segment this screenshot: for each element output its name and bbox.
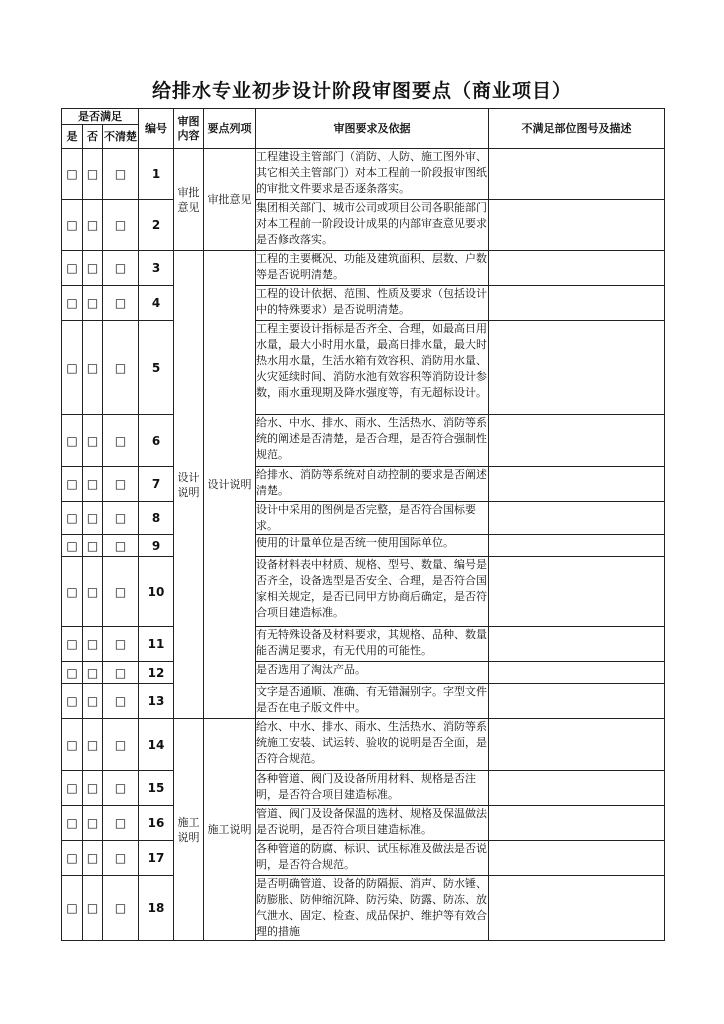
nonconform-cell[interactable] [489, 557, 665, 627]
checkbox-unclear[interactable]: □ [103, 841, 139, 876]
checkbox-no[interactable]: □ [83, 149, 103, 200]
requirement-text: 是否明确管道、设备的防隔振、消声、防水锤、防膨胀、防伸缩沉降、防污染、防露、防冻、放气泄水、固定、检查、成品保护、维护等有效合理的措施 [256, 876, 489, 941]
nonconform-cell[interactable] [489, 684, 665, 719]
checkbox-yes[interactable]: □ [62, 876, 83, 941]
table-row [62, 286, 665, 321]
nonconform-cell[interactable] [489, 149, 665, 200]
checkbox-no[interactable]: □ [83, 502, 103, 535]
row-number: 13 [139, 684, 174, 719]
requirement-text: 设备材料表中材质、规格、型号、数量、编号是否齐全，设备选型是否安全、合理，是否符合国家相关规定，是否已同甲方协商后确定，是否符合项目建造标准。 [256, 557, 489, 627]
table-row [62, 627, 665, 662]
requirement-text: 是否选用了淘汰产品。 [256, 662, 489, 684]
review-content-label: 施工说明 [177, 815, 200, 844]
review-content-cell [174, 719, 204, 941]
nonconform-cell[interactable] [489, 627, 665, 662]
requirement-text: 文字是否通顺、准确、有无错漏别字。字型文件是否在电子版文件中。 [256, 684, 489, 719]
checkbox-yes[interactable]: □ [62, 684, 83, 719]
nonconform-cell[interactable] [489, 286, 665, 321]
review-content-cell [174, 251, 204, 719]
checkbox-no[interactable]: □ [83, 535, 103, 557]
row-number: 16 [139, 806, 174, 841]
requirement-text: 给水、中水、排水、雨水、生活热水、消防等系统的阐述是否清楚，是否合理，是否符合强制性规范。 [256, 415, 489, 467]
checkbox-yes[interactable]: □ [62, 467, 83, 502]
nonconform-cell[interactable] [489, 876, 665, 941]
checkbox-unclear[interactable]: □ [103, 415, 139, 467]
row-number: 12 [139, 662, 174, 684]
table-row [62, 771, 665, 806]
row-number: 17 [139, 841, 174, 876]
checkbox-unclear[interactable]: □ [103, 557, 139, 627]
checkbox-unclear[interactable]: □ [103, 719, 139, 771]
checkbox-yes[interactable]: □ [62, 251, 83, 286]
nonconform-cell[interactable] [489, 321, 665, 415]
row-number: 3 [139, 251, 174, 286]
row-number: 4 [139, 286, 174, 321]
requirement-text: 使用的计量单位是否统一使用国际单位。 [256, 535, 489, 557]
requirement-text: 给排水、消防等系统对自动控制的要求是否阐述清楚。 [256, 467, 489, 502]
checkbox-no[interactable]: □ [83, 841, 103, 876]
point-item-label: 设计说明 [207, 478, 252, 491]
nonconform-cell[interactable] [489, 662, 665, 684]
checkbox-yes[interactable]: □ [62, 200, 83, 251]
checkbox-yes[interactable]: □ [62, 535, 83, 557]
table-row [62, 806, 665, 841]
table-row [62, 200, 665, 251]
review-content-label: 审批意见 [177, 185, 200, 214]
requirement-text: 集团相关部门、城市公司或项目公司各职能部门对本工程前一阶段设计成果的内部审查意见要求是否修改落实。 [256, 200, 489, 251]
checkbox-no[interactable]: □ [83, 467, 103, 502]
header-yes: 是 [62, 125, 83, 149]
nonconform-cell[interactable] [489, 806, 665, 841]
checkbox-no[interactable]: □ [83, 719, 103, 771]
row-number: 7 [139, 467, 174, 502]
row-number: 8 [139, 502, 174, 535]
review-table [61, 108, 665, 941]
table-row [62, 251, 665, 286]
row-number: 10 [139, 557, 174, 627]
checkbox-unclear[interactable]: □ [103, 627, 139, 662]
checkbox-unclear[interactable]: □ [103, 684, 139, 719]
checkbox-yes[interactable]: □ [62, 149, 83, 200]
row-number: 18 [139, 876, 174, 941]
checkbox-yes[interactable]: □ [62, 502, 83, 535]
header-no: 否 [83, 125, 103, 149]
header-unclear: 不清楚 [103, 125, 139, 149]
requirement-text: 各种管道的防腐、标识、试压标准及做法是否说明，是否符合规范。 [256, 841, 489, 876]
checkbox-yes[interactable]: □ [62, 806, 83, 841]
checkbox-unclear[interactable]: □ [103, 286, 139, 321]
row-number: 6 [139, 415, 174, 467]
table-row [62, 415, 665, 467]
row-number: 5 [139, 321, 174, 415]
nonconform-cell[interactable] [489, 200, 665, 251]
checkbox-unclear[interactable]: □ [103, 771, 139, 806]
point-item-cell [204, 251, 256, 719]
requirement-text: 各种管道、阀门及设备所用材料、规格是否注明，是否符合项目建造标准。 [256, 771, 489, 806]
requirement-text: 工程主要设计指标是否齐全、合理，如最高日用水量，最大小时用水量，最高日排水量，最大时热水用水量，生活水箱有效容积、消防用水量、火灾延续时间、消防水池有效容积等消防设计参数，雨水重现期及降水强度等，有无超标设计。 [256, 321, 489, 415]
checkbox-yes[interactable]: □ [62, 719, 83, 771]
checkbox-no[interactable]: □ [83, 321, 103, 415]
checkbox-yes[interactable]: □ [62, 415, 83, 467]
checkbox-yes[interactable]: □ [62, 771, 83, 806]
requirement-text: 有无特殊设备及材料要求，其规格、品种、数量能否满足要求，有无代用的可能性。 [256, 627, 489, 662]
review-content-cell [174, 149, 204, 251]
checkbox-no[interactable]: □ [83, 662, 103, 684]
header-number: 编号 [139, 109, 174, 149]
header-requirement: 审图要求及依据 [256, 109, 489, 149]
checkbox-unclear[interactable]: □ [103, 502, 139, 535]
table-row [62, 502, 665, 535]
checkbox-no[interactable]: □ [83, 627, 103, 662]
checkbox-unclear[interactable]: □ [103, 200, 139, 251]
requirement-text: 设计中采用的图例是否完整，是否符合国标要求。 [256, 502, 489, 535]
nonconform-cell[interactable] [489, 502, 665, 535]
requirement-text: 工程的设计依据、范围、性质及要求（包括设计中的特殊要求）是否说明清楚。 [256, 286, 489, 321]
checkbox-no[interactable]: □ [83, 684, 103, 719]
point-item-cell [204, 149, 256, 251]
page-title: 给排水专业初步设计阶段审图要点（商业项目） [151, 80, 572, 102]
checkbox-unclear[interactable]: □ [103, 149, 139, 200]
point-item-cell [204, 719, 256, 941]
checkbox-no[interactable]: □ [83, 286, 103, 321]
point-item-label: 施工说明 [207, 823, 252, 836]
table-row [62, 321, 665, 415]
header-nonconform: 不满足部位图号及描述 [489, 109, 665, 149]
checkbox-unclear[interactable]: □ [103, 806, 139, 841]
checkbox-yes[interactable]: □ [62, 286, 83, 321]
checkbox-no[interactable]: □ [83, 876, 103, 941]
table-row [62, 535, 665, 557]
row-number: 15 [139, 771, 174, 806]
table-row [62, 876, 665, 941]
table-row [62, 719, 665, 771]
table-row [62, 841, 665, 876]
checkbox-unclear[interactable]: □ [103, 251, 139, 286]
requirement-text: 管道、阀门及设备保温的选材、规格及保温做法是否说明，是否符合项目建造标准。 [256, 806, 489, 841]
checkbox-no[interactable]: □ [83, 806, 103, 841]
table-row [62, 662, 665, 684]
header-satisfied: 是否满足 [62, 109, 139, 125]
checkbox-no[interactable]: □ [83, 557, 103, 627]
checkbox-unclear[interactable]: □ [103, 662, 139, 684]
checkbox-yes[interactable]: □ [62, 627, 83, 662]
checkbox-unclear[interactable]: □ [103, 535, 139, 557]
header-point-item: 要点列项 [204, 109, 256, 149]
checkbox-unclear[interactable]: □ [103, 321, 139, 415]
checkbox-unclear[interactable]: □ [103, 467, 139, 502]
requirement-text: 给水、中水、排水、雨水、生活热水、消防等系统施工安装、试运转、验收的说明是否全面，是否符合规范。 [256, 719, 489, 771]
row-number: 2 [139, 200, 174, 251]
row-number: 14 [139, 719, 174, 771]
checkbox-yes[interactable]: □ [62, 662, 83, 684]
table-row [62, 467, 665, 502]
table-row [62, 684, 665, 719]
table-row [62, 149, 665, 200]
checkbox-no[interactable]: □ [83, 771, 103, 806]
checkbox-no[interactable]: □ [83, 251, 103, 286]
nonconform-cell[interactable] [489, 841, 665, 876]
nonconform-cell[interactable] [489, 719, 665, 771]
row-number: 11 [139, 627, 174, 662]
row-number: 9 [139, 535, 174, 557]
requirement-text: 工程建设主管部门（消防、人防、施工图外审、其它相关主管部门）对本工程前一阶段报审图纸的审批文件要求是否逐条落实。 [256, 149, 489, 200]
checkbox-unclear[interactable]: □ [103, 876, 139, 941]
nonconform-cell[interactable] [489, 535, 665, 557]
nonconform-cell[interactable] [489, 771, 665, 806]
nonconform-cell[interactable] [489, 251, 665, 286]
checkbox-no[interactable]: □ [83, 415, 103, 467]
nonconform-cell[interactable] [489, 415, 665, 467]
table-row [62, 557, 665, 627]
review-content-label: 设计说明 [177, 470, 200, 499]
point-item-label: 审批意见 [207, 193, 252, 206]
requirement-text: 工程的主要概况、功能及建筑面积、层数、户数等是否说明清楚。 [256, 251, 489, 286]
checkbox-yes[interactable]: □ [62, 557, 83, 627]
checkbox-yes[interactable]: □ [62, 321, 83, 415]
row-number: 1 [139, 149, 174, 200]
checkbox-yes[interactable]: □ [62, 841, 83, 876]
nonconform-cell[interactable] [489, 467, 665, 502]
checkbox-no[interactable]: □ [83, 200, 103, 251]
header-review-content: 审图内容 [174, 109, 204, 149]
